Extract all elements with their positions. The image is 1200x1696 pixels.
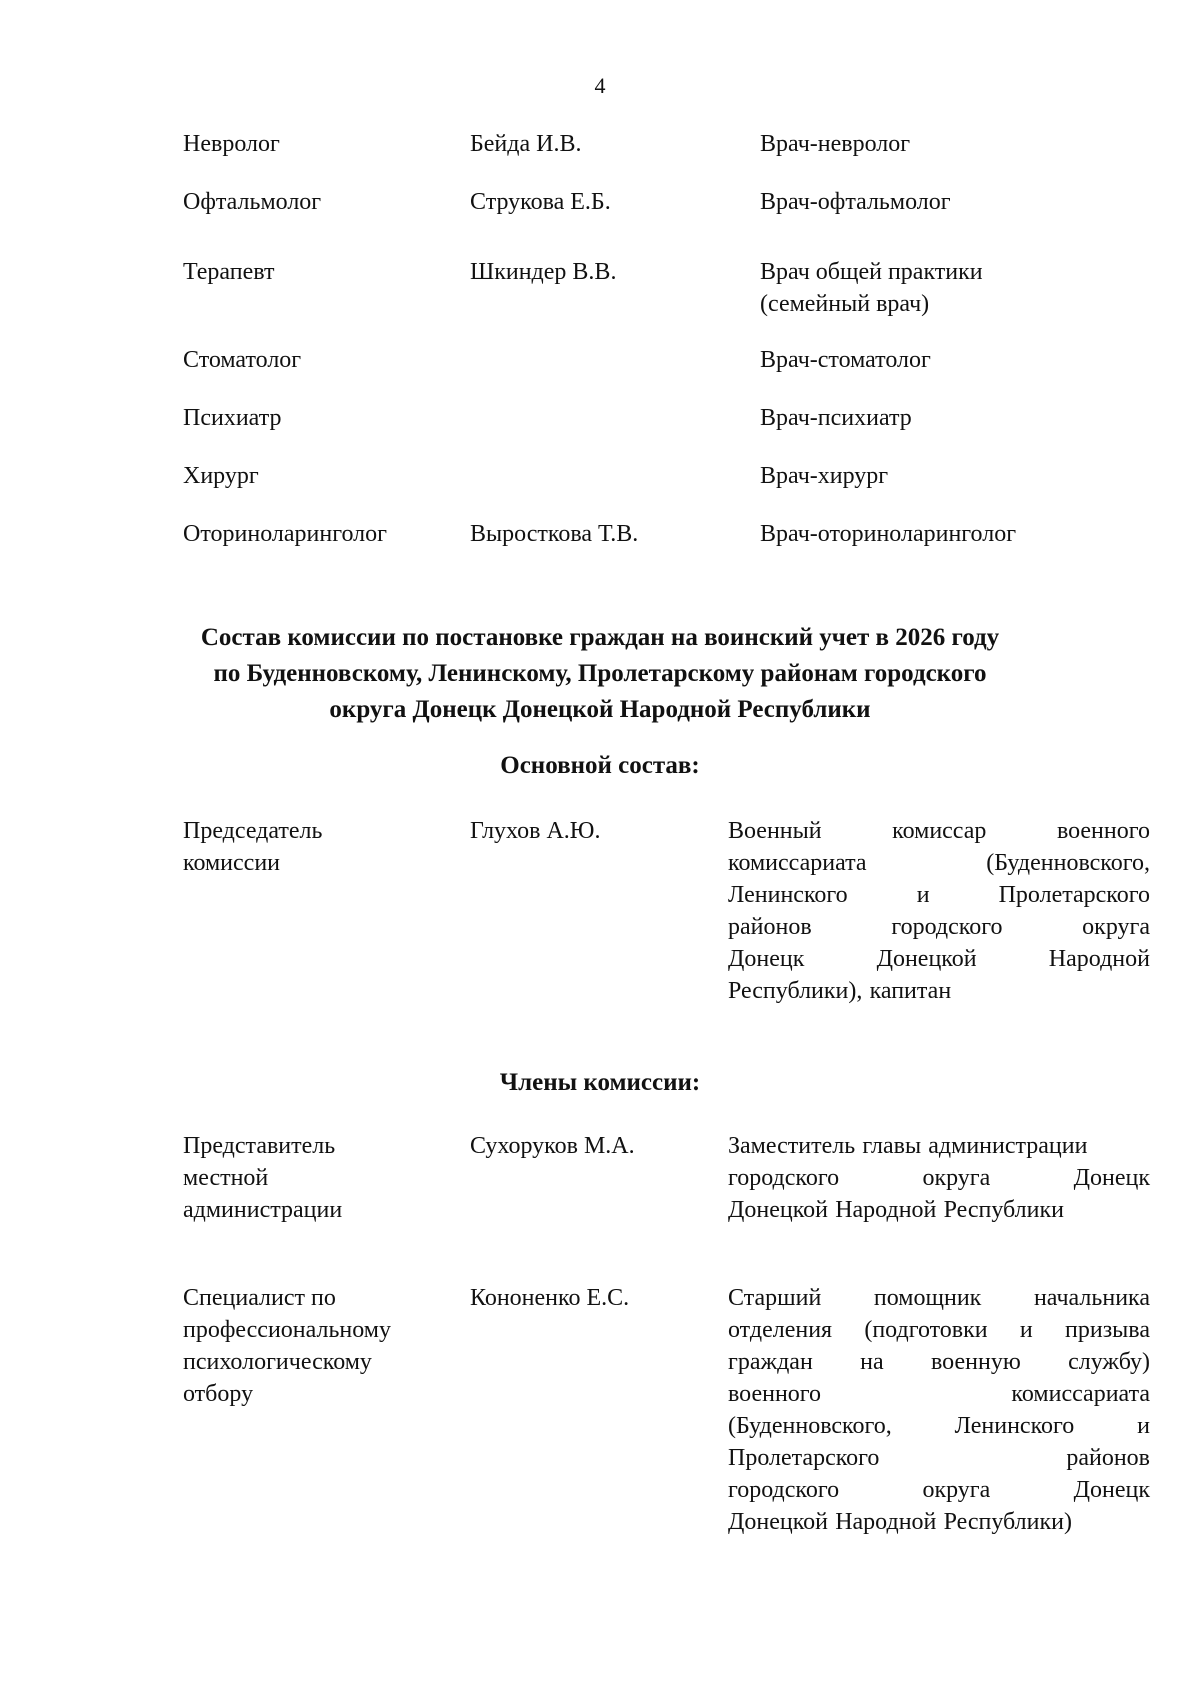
specialist-role: Стоматолог (183, 347, 302, 373)
commission-role-line: местной (183, 1165, 269, 1191)
description-word: Донецкой (728, 1509, 828, 1535)
description-line (728, 1442, 1150, 1474)
description-word: Заместитель (728, 1133, 856, 1159)
commission-role-line: отбору (183, 1381, 254, 1407)
specialist-position-line: Врач-офтальмолог (760, 189, 951, 215)
description-line (728, 1314, 1150, 1346)
specialist-position (760, 344, 1140, 376)
description-word: (Буденновского, (986, 850, 1150, 876)
description-word: военную (931, 1349, 1021, 1375)
specialist-name: Шкиндер В.В. (470, 259, 617, 285)
description-word: Ленинского (728, 882, 848, 908)
description-word: комиссар (892, 818, 987, 844)
description-line (728, 1378, 1150, 1410)
description-word: (подготовки (864, 1317, 988, 1343)
specialist-position (760, 518, 1140, 550)
description-word: районов (728, 914, 812, 940)
description-line (728, 1194, 1150, 1226)
commission-role-line: Представитель (183, 1133, 336, 1159)
description-word: Старший (728, 1285, 822, 1311)
description-word: военного (1056, 818, 1150, 844)
description-word: и (1019, 1317, 1033, 1343)
description-line (728, 1410, 1150, 1442)
description-line (728, 1162, 1150, 1194)
specialist-role: Психиатр (183, 405, 282, 431)
commission-member-name: Кононенко Е.С. (470, 1285, 630, 1311)
description-word: Республики (943, 1197, 1064, 1223)
members-heading: Члены комиссии: (499, 1069, 701, 1096)
specialist-role: Офтальмолог (183, 189, 322, 215)
description-word: городского (891, 914, 1003, 940)
specialist-position (760, 460, 1140, 492)
commission-member-name: Сухоруков М.А. (470, 1133, 635, 1159)
description-word: округа (1082, 914, 1150, 940)
description-line (728, 847, 1150, 879)
description-word: военного (728, 1381, 822, 1407)
specialist-name: Выросткова Т.В. (470, 521, 639, 547)
commission-description (728, 1282, 1150, 1538)
description-word: администрации (928, 1133, 1088, 1159)
page-number: 4 (594, 73, 606, 98)
description-word: Донецкой (728, 1197, 828, 1223)
description-word: помощник (873, 1285, 982, 1311)
description-line (728, 1506, 1150, 1538)
specialist-position-line: Врач общей практики (760, 259, 983, 285)
description-word: начальника (1033, 1285, 1150, 1311)
description-line (728, 911, 1150, 943)
commission-member-name: Глухов А.Ю. (470, 818, 601, 844)
commission-description (728, 815, 1150, 1007)
description-word: Республики), (728, 978, 863, 1004)
description-word: Народной (1048, 946, 1150, 972)
specialist-position (760, 402, 1140, 434)
commission-role-line: комиссии (183, 850, 281, 876)
description-line (728, 943, 1150, 975)
commission-role-line: психологическому (183, 1349, 372, 1375)
description-word: городского (728, 1165, 840, 1191)
description-word: городского (728, 1477, 840, 1503)
description-word: граждан (728, 1349, 813, 1375)
description-word: Донецк (1073, 1477, 1150, 1503)
commission-title-line: Состав комиссии по постановке граждан на воинский учет в 2026 году (200, 624, 1000, 651)
description-word: Республики) (943, 1509, 1072, 1535)
specialist-position-line: (семейный врач) (760, 291, 930, 317)
specialist-position-line: Врач-оториноларинголог (760, 521, 1017, 547)
description-word: Народной (835, 1197, 937, 1223)
specialist-position-line: Врач-хирург (760, 463, 889, 489)
commission-role (183, 1130, 453, 1226)
commission-role (183, 815, 453, 879)
specialist-position-line: Врач-психиатр (760, 405, 912, 431)
description-word: Ленинского (954, 1413, 1075, 1439)
description-word: Донецк (728, 946, 805, 972)
specialist-role: Оториноларинголог (183, 521, 387, 547)
description-word: районов (1066, 1445, 1150, 1471)
specialist-role: Хирург (183, 463, 259, 489)
specialist-position (760, 186, 1140, 218)
specialist-position-line: Врач-невролог (760, 131, 911, 157)
commission-role-line: профессиональному (183, 1317, 391, 1343)
description-line (728, 975, 1150, 1007)
commission-title-line: округа Донецк Донецкой Народной Республики (329, 696, 871, 723)
specialist-position-line: Врач-стоматолог (760, 347, 931, 373)
description-word: и (916, 882, 930, 908)
description-word: призыва (1065, 1317, 1150, 1343)
description-word: службу) (1068, 1349, 1150, 1375)
commission-title-line: по Буденновскому, Ленинскому, Пролетарскому районам городского (213, 660, 987, 687)
specialist-name: Бейда И.В. (470, 131, 582, 157)
description-word: Донецкой (876, 946, 977, 972)
description-word: на (860, 1349, 884, 1375)
specialist-role: Невролог (183, 131, 280, 157)
commission-role (183, 1282, 453, 1410)
commission-role-line: Специалист по (183, 1285, 336, 1311)
description-word: округа (922, 1165, 991, 1191)
commission-title (150, 620, 1050, 728)
description-word: Пролетарского (728, 1445, 880, 1471)
description-word: округа (922, 1477, 991, 1503)
description-word: Народной (835, 1509, 937, 1535)
description-word: комиссариата (728, 850, 867, 876)
specialist-name: Струкова Е.Б. (470, 189, 611, 215)
description-word: и (1137, 1413, 1150, 1439)
description-word: отделения (728, 1317, 833, 1343)
description-word: комиссариата (1011, 1381, 1150, 1407)
main-composition-heading: Основной состав: (500, 752, 700, 779)
specialist-position (760, 256, 1140, 320)
description-line (728, 879, 1150, 911)
description-word: (Буденновского, (728, 1413, 892, 1439)
description-word: Донецк (1073, 1165, 1150, 1191)
description-word: Пролетарского (998, 882, 1150, 908)
specialist-role: Терапевт (183, 259, 275, 285)
description-line (728, 1130, 1150, 1162)
description-word: капитан (869, 978, 952, 1004)
specialist-position (760, 128, 1140, 160)
commission-description (728, 1130, 1150, 1226)
commission-role-line: администрации (183, 1197, 343, 1223)
description-line (728, 815, 1150, 847)
description-word: главы (862, 1133, 922, 1159)
description-word: Военный (728, 818, 822, 844)
description-line (728, 1346, 1150, 1378)
description-line (728, 1474, 1150, 1506)
description-line (728, 1282, 1150, 1314)
commission-role-line: Председатель (183, 818, 323, 844)
